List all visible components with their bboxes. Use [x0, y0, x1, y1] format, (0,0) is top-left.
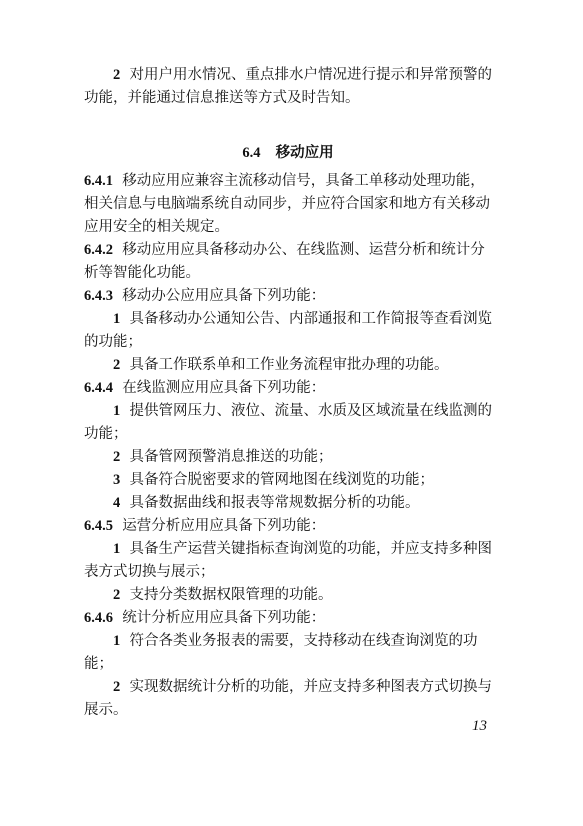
clause-6-4-3 [84, 285, 492, 308]
clause-text: 运营分析应用应具备下列功能： [122, 518, 326, 534]
clause-text: 移动办公应用应具备下列功能： [122, 288, 326, 304]
item-text: 符合各类业务报表的需要，支持移动在线查询浏览的功能； [84, 633, 478, 672]
item-number: 1 [113, 633, 121, 649]
item-number: 2 [113, 67, 121, 83]
item-text: 具备符合脱密要求的管网地图在线浏览的功能； [129, 472, 434, 488]
section-title: 移动应用 [275, 144, 334, 161]
clause-number: 6.4.3 [84, 288, 113, 304]
list-item [84, 676, 492, 722]
section-heading [84, 141, 492, 162]
page-number: 13 [472, 718, 487, 734]
clause-6-4-2 [84, 239, 492, 285]
clause-text: 移动应用应具备移动办公、在线监测、运营分析和统计分析等智能化功能。 [84, 242, 485, 281]
item-number: 3 [113, 472, 121, 488]
item-number: 1 [113, 541, 121, 557]
clauses [84, 170, 492, 722]
section-number: 6.4 [242, 145, 261, 161]
intro-item [84, 64, 492, 110]
clause-text: 在线监测应用应具备下列功能： [122, 380, 326, 396]
item-text: 支持分类数据权限管理的功能。 [129, 587, 333, 603]
clause-text: 统计分析应用应具备下列功能： [122, 610, 326, 626]
clause-number: 6.4.1 [84, 173, 113, 189]
clause-number: 6.4.5 [84, 518, 113, 534]
item-text: 具备移动办公通知公告、内部通报和工作简报等查看浏览的功能； [84, 311, 492, 350]
item-number: 1 [113, 403, 121, 419]
clause-text: 移动应用应兼容主流移动信号，具备工单移动处理功能，相关信息与电脑端系统自动同步，并应符合国家和地方有关移动应用安全的相关规定。 [84, 173, 490, 235]
list-item [84, 630, 492, 676]
item-text: 对用户用水情况、重点排水户情况进行提示和异常预警的功能，并能通过信息推送等方式及时告知。 [84, 67, 492, 106]
list-item [84, 446, 492, 469]
clause-number: 6.4.4 [84, 380, 113, 396]
item-number: 2 [113, 449, 121, 465]
clause-6-4-1 [84, 170, 492, 239]
item-text: 具备数据曲线和报表等常规数据分析的功能。 [129, 495, 420, 511]
item-text: 具备管网预警消息推送的功能； [129, 449, 333, 465]
list-item [84, 538, 492, 584]
item-text: 提供管网压力、液位、流量、水质及区域流量在线监测的功能； [84, 403, 492, 442]
clause-number: 6.4.6 [84, 610, 113, 626]
item-number: 4 [113, 495, 121, 511]
list-item [84, 492, 492, 515]
list-item [84, 584, 492, 607]
item-text: 实现数据统计分析的功能，并应支持多种图表方式切换与展示。 [84, 679, 492, 718]
item-number: 1 [113, 311, 121, 327]
item-text: 具备生产运营关键指标查询浏览的功能，并应支持多种图表方式切换与展示； [84, 541, 492, 580]
item-number: 2 [113, 679, 121, 695]
clause-number: 6.4.2 [84, 242, 113, 258]
list-item [84, 400, 492, 446]
clause-6-4-6 [84, 607, 492, 630]
clause-6-4-5 [84, 515, 492, 538]
item-number: 2 [113, 357, 121, 373]
clause-6-4-4 [84, 377, 492, 400]
list-item [84, 354, 492, 377]
list-item [84, 469, 492, 492]
item-number: 2 [113, 587, 121, 603]
list-item [84, 308, 492, 354]
item-text: 具备工作联系单和工作业务流程审批办理的功能。 [129, 357, 449, 373]
